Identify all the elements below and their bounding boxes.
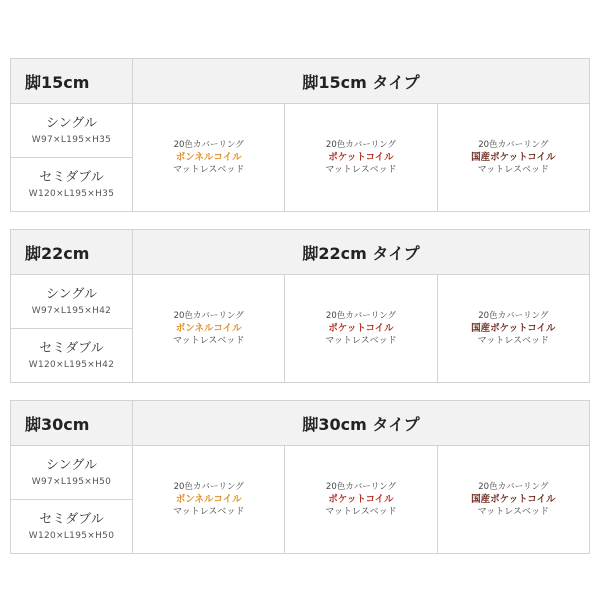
size-semi-double <box>11 500 133 554</box>
size-name: セミダブル <box>39 511 104 527</box>
product-cover-text: 20色カバーリング <box>173 139 244 150</box>
product-coil-type: ボンネルコイル <box>175 151 242 163</box>
size-dimensions: W97×L195×H42 <box>31 305 112 316</box>
product-bed-text: マットレスベッド <box>172 164 245 175</box>
product-kokusan-pocket <box>437 104 589 212</box>
size-name: シングル <box>45 286 98 302</box>
product-bed-text: マットレスベッド <box>325 164 397 175</box>
type-title: 脚15cm タイプ <box>133 59 590 104</box>
type-title: 脚22cm タイプ <box>133 230 590 275</box>
size-dimensions: W120×L195×H35 <box>28 188 115 199</box>
spec-table-30cm <box>10 400 590 554</box>
leg-height-label: 脚15cm <box>11 59 133 104</box>
size-dimensions: W97×L195×H50 <box>31 476 112 487</box>
product-coil-type: ポケットコイル <box>328 151 394 163</box>
product-pocket <box>285 104 437 212</box>
product-bed-text: マットレスベッド <box>477 335 550 346</box>
product-bed-text: マットレスベッド <box>172 335 245 346</box>
product-kokusan-pocket <box>437 446 589 554</box>
product-coil-type: ボンネルコイル <box>175 493 242 505</box>
size-name: セミダブル <box>39 169 104 185</box>
product-kokusan-pocket <box>437 275 589 383</box>
product-cover-text: 20色カバーリング <box>478 310 549 321</box>
size-semi-double <box>11 329 133 383</box>
product-bed-text: マットレスベッド <box>172 506 245 517</box>
product-cover-text: 20色カバーリング <box>173 310 244 321</box>
size-name: シングル <box>45 115 98 131</box>
product-cover-text: 20色カバーリング <box>478 481 549 492</box>
product-coil-type: 国産ポケットコイル <box>471 322 556 334</box>
product-cover-text: 20色カバーリング <box>325 139 397 150</box>
product-bonnell <box>133 104 285 212</box>
size-name: シングル <box>45 457 98 473</box>
size-dimensions: W97×L195×H35 <box>31 134 112 145</box>
product-pocket <box>285 275 437 383</box>
product-coil-type: 国産ポケットコイル <box>471 151 556 163</box>
product-cover-text: 20色カバーリング <box>325 481 397 492</box>
product-bonnell <box>133 446 285 554</box>
product-coil-type: ポケットコイル <box>328 493 394 505</box>
spec-table-22cm <box>10 229 590 383</box>
product-cover-text: 20色カバーリング <box>478 139 549 150</box>
spec-table-15cm <box>10 58 590 212</box>
product-bed-text: マットレスベッド <box>477 164 550 175</box>
product-coil-type: ポケットコイル <box>328 322 394 334</box>
product-pocket <box>285 446 437 554</box>
size-single <box>11 446 133 500</box>
size-semi-double <box>11 158 133 212</box>
size-dimensions: W120×L195×H42 <box>28 359 115 370</box>
leg-height-label: 脚30cm <box>11 401 133 446</box>
size-name: セミダブル <box>39 340 104 356</box>
product-cover-text: 20色カバーリング <box>173 481 244 492</box>
product-bed-text: マットレスベッド <box>325 506 397 517</box>
product-bonnell <box>133 275 285 383</box>
product-bed-text: マットレスベッド <box>477 506 550 517</box>
product-bed-text: マットレスベッド <box>325 335 397 346</box>
size-single <box>11 104 133 158</box>
leg-height-label: 脚22cm <box>11 230 133 275</box>
product-coil-type: 国産ポケットコイル <box>471 493 556 505</box>
size-dimensions: W120×L195×H50 <box>28 530 115 541</box>
product-coil-type: ボンネルコイル <box>175 322 242 334</box>
size-single <box>11 275 133 329</box>
type-title: 脚30cm タイプ <box>133 401 590 446</box>
product-cover-text: 20色カバーリング <box>325 310 397 321</box>
